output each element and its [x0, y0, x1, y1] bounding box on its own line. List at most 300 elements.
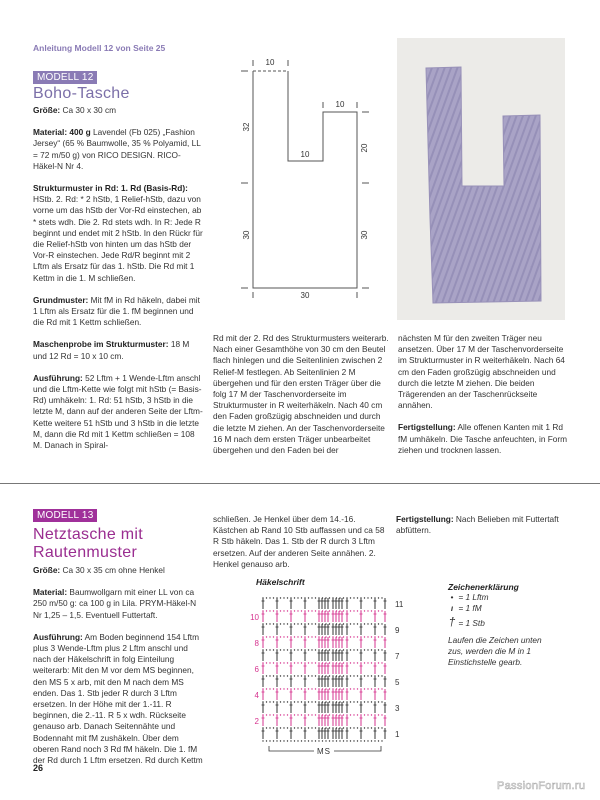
- chain-dot: [381, 662, 382, 663]
- chain-dot: [329, 675, 330, 676]
- model13-title-line2: Rautenmuster: [33, 544, 138, 561]
- chain-dot: [301, 675, 302, 676]
- chain-dot: [280, 597, 281, 598]
- chain-dot: [266, 714, 267, 715]
- chain-dot: [367, 636, 368, 637]
- chain-dot: [381, 649, 382, 650]
- chain-dot: [353, 662, 354, 663]
- chain-dot: [287, 727, 288, 728]
- chain-dot: [350, 623, 351, 624]
- foundation-dot: [322, 740, 323, 741]
- chain-dot: [378, 610, 379, 611]
- model12-col2-text: Rd mit der 2. Rd des Strukturmusters weiterarb. Nach einer Gesamthöhe von 30 cm den Beutel flach hinlegen und die Seitenlinien zwischen 2 Relief-M festlegen. Ab Seitenlinien 2 M übergehen und für den ersten Träger über die folg 17 M der Taschenvorderseite im Strukturmuster in R weiterhäkeln. Nach 40 cm den Faden großzügig abschneiden und durch die letzte M ziehen. An der Taschenvorderseite 16 M nach dem ersten Träger unbearbeitet übergehen und den Faden bei der: [213, 333, 389, 456]
- row-label-right: 1: [395, 730, 400, 739]
- chain-dot: [339, 649, 340, 650]
- chain-dot: [381, 675, 382, 676]
- chain-dot: [343, 636, 344, 637]
- chain-dot: [343, 597, 344, 598]
- chain-dot: [343, 714, 344, 715]
- chain-dot: [308, 727, 309, 728]
- chain-dot: [294, 714, 295, 715]
- foundation-dot: [269, 740, 270, 741]
- chain-dot: [357, 714, 358, 715]
- bag-schematic: [205, 50, 395, 300]
- chain-dot: [301, 597, 302, 598]
- chain-dot: [287, 610, 288, 611]
- chain-dot: [301, 662, 302, 663]
- foundation-dot: [318, 740, 319, 741]
- chain-dot: [378, 701, 379, 702]
- chain-dot: [381, 623, 382, 624]
- foundation-dot: [315, 740, 316, 741]
- row-label-left: 6: [254, 665, 259, 674]
- chain-dot: [329, 649, 330, 650]
- chain-dot: [350, 662, 351, 663]
- chain-dot: [339, 727, 340, 728]
- chain-dot: [308, 610, 309, 611]
- chain-dot: [311, 636, 312, 637]
- chain-dot: [329, 688, 330, 689]
- row-label-right: 5: [395, 678, 400, 687]
- model12-basic-pattern: Grundmuster: Mit fM in Rd häkeln, dabei mit 1 Lftm als Ersatz für die 1. fM beginnen und die Rd mit 1 Kettm schließen.: [33, 294, 200, 328]
- chain-dot: [266, 623, 267, 624]
- chain-dot: [308, 649, 309, 650]
- chain-dot: [297, 662, 298, 663]
- chain-dot: [350, 636, 351, 637]
- chain-dot: [329, 636, 330, 637]
- chain-dot: [308, 701, 309, 702]
- chain-dot: [287, 675, 288, 676]
- chain-dot: [353, 727, 354, 728]
- chain-dot: [343, 610, 344, 611]
- chain-dot: [350, 610, 351, 611]
- chain-dot: [371, 649, 372, 650]
- chain-dot: [315, 610, 316, 611]
- chain-dot: [280, 714, 281, 715]
- chain-dot: [378, 636, 379, 637]
- chain-dot: [343, 662, 344, 663]
- chain-dot: [364, 675, 365, 676]
- chain-dot: [367, 610, 368, 611]
- chain-dot: [367, 597, 368, 598]
- chain-dot: [287, 701, 288, 702]
- chain-dot: [266, 675, 267, 676]
- chain-dot: [294, 675, 295, 676]
- foundation-dot: [350, 740, 351, 741]
- model12-material: Material: 400 g Lavendel (Fb 025) „Fashion Jersey“ (65 % Baumwolle, 35 % Polyamid, LL = 72 m/50 g) von RICO DESIGN. RICO-Häkel-N Nr 4.: [33, 127, 201, 171]
- foundation-dot: [325, 740, 326, 741]
- chain-dot: [339, 610, 340, 611]
- chain-dot: [325, 727, 326, 728]
- chain-dot: [343, 701, 344, 702]
- chain-dot: [315, 714, 316, 715]
- legend-item-sc: ı = 1 fM: [448, 603, 598, 614]
- chain-dot: [280, 675, 281, 676]
- chain-dot: [301, 636, 302, 637]
- chain-dot: [297, 623, 298, 624]
- chain-dot: [353, 636, 354, 637]
- foundation-dot: [371, 740, 372, 741]
- chain-dot: [311, 701, 312, 702]
- chain-dot: [269, 610, 270, 611]
- chain-dot: [269, 597, 270, 598]
- chain-dot: [357, 701, 358, 702]
- chain-dot: [339, 623, 340, 624]
- legend-item-chain: • = 1 Lftm: [448, 592, 598, 603]
- chain-dot: [287, 714, 288, 715]
- chain-dot: [378, 662, 379, 663]
- row-label-right: 3: [395, 704, 400, 713]
- chain-dot: [266, 701, 267, 702]
- chain-dot: [367, 727, 368, 728]
- foundation-dot: [357, 740, 358, 741]
- chain-dot: [350, 688, 351, 689]
- chain-dot: [294, 688, 295, 689]
- chain-dot: [308, 623, 309, 624]
- row-label-right: 11: [395, 600, 404, 609]
- chain-dot: [283, 623, 284, 624]
- chain-dot: [266, 649, 267, 650]
- chain-dot: [269, 662, 270, 663]
- chain-dot: [280, 610, 281, 611]
- chain-dot: [350, 675, 351, 676]
- chain-dot: [364, 623, 365, 624]
- chain-dot: [325, 610, 326, 611]
- chain-dot: [273, 636, 274, 637]
- chain-dot: [311, 649, 312, 650]
- dim-left-upper: 32: [242, 122, 251, 132]
- foundation-dot: [262, 740, 263, 741]
- model12-heading: [33, 67, 130, 103]
- chain-dot: [325, 675, 326, 676]
- chain-dot: [311, 714, 312, 715]
- chain-dot: [364, 688, 365, 689]
- chain-dot: [273, 701, 274, 702]
- chain-dot: [381, 727, 382, 728]
- chain-dot: [315, 649, 316, 650]
- chain-dot: [273, 597, 274, 598]
- chain-dot: [315, 662, 316, 663]
- chain-dot: [367, 662, 368, 663]
- chain-dot: [329, 714, 330, 715]
- chain-dot: [287, 662, 288, 663]
- chain-dot: [357, 610, 358, 611]
- chain-dot: [364, 662, 365, 663]
- chain-dot: [280, 727, 281, 728]
- chain-dot: [329, 701, 330, 702]
- chain-dot: [378, 675, 379, 676]
- chain-dot: [311, 688, 312, 689]
- chain-dot: [357, 727, 358, 728]
- chain-dot: [353, 597, 354, 598]
- model12-title: Boho-Tasche: [33, 85, 130, 102]
- dim-top-left: 10: [265, 58, 275, 67]
- foundation-dot: [353, 740, 354, 741]
- model12-finish: Fertigstellung: Alle offenen Kanten mit 1 Rd fM umhäkeln. Die Tasche anfeuchten, in Form ziehen und trocknen lassen.: [398, 422, 568, 455]
- chain-dot: [283, 675, 284, 676]
- chain-dot: [364, 714, 365, 715]
- chain-dot: [283, 597, 284, 598]
- chart-legend: [448, 582, 598, 668]
- foundation-dot: [273, 740, 274, 741]
- chain-dot: [350, 597, 351, 598]
- chain-dot: [266, 662, 267, 663]
- model12-gauge: Maschenprobe im Strukturmuster: 18 M und 12 Rd = 10 x 10 cm.: [33, 339, 190, 361]
- chain-dot: [381, 597, 382, 598]
- chain-dot: [357, 688, 358, 689]
- row-label-left: 8: [254, 639, 259, 648]
- chain-dot: [325, 649, 326, 650]
- chain-dot: [301, 649, 302, 650]
- page-reference: Anleitung Modell 12 von Seite 25: [33, 43, 166, 53]
- dim-left-lower: 30: [242, 230, 251, 240]
- chain-dot: [301, 727, 302, 728]
- chain-dot: [301, 701, 302, 702]
- foundation-dot: [339, 740, 340, 741]
- chain-dot: [280, 636, 281, 637]
- chain-dot: [294, 727, 295, 728]
- chain-dot: [378, 727, 379, 728]
- chain-dot: [364, 701, 365, 702]
- model13-badge: MODELL 13: [33, 509, 97, 522]
- chain-dot: [353, 649, 354, 650]
- chain-dot: [329, 662, 330, 663]
- chain-dot: [353, 610, 354, 611]
- chain-dot: [357, 636, 358, 637]
- chain-dot: [294, 597, 295, 598]
- chain-dot: [311, 675, 312, 676]
- model13-material: Material: Baumwollgarn mit einer LL von ca 250 m/50 g: ca 100 g in Lila. PRYM-Häkel-N Nr 1,25 – 1,5. Eventuell Futtertaft.: [33, 587, 197, 620]
- double-crochet-icon: †: [448, 615, 456, 629]
- chain-dot: [269, 649, 270, 650]
- row-label-left: 10: [250, 613, 259, 622]
- foundation-dot: [304, 740, 305, 741]
- chain-dot: [294, 623, 295, 624]
- chain-dot: [371, 662, 372, 663]
- chain-dot: [273, 675, 274, 676]
- chain-dot: [311, 727, 312, 728]
- dim-right-lower: 30: [360, 230, 369, 240]
- chain-dot: [371, 675, 372, 676]
- row-label-left: 2: [254, 717, 259, 726]
- chain-dot: [287, 649, 288, 650]
- chain-dot: [367, 649, 368, 650]
- foundation-dot: [294, 740, 295, 741]
- model13-col1: [33, 565, 205, 766]
- chain-dot: [357, 597, 358, 598]
- chain-dot: [381, 610, 382, 611]
- chain-dot: [350, 727, 351, 728]
- chain-dot: [371, 623, 372, 624]
- chain-dot: [353, 623, 354, 624]
- row-label-left: 4: [254, 691, 259, 700]
- dim-top-right: 10: [335, 100, 345, 109]
- chain-dot: [287, 623, 288, 624]
- chain-dot: [371, 688, 372, 689]
- chain-dot: [294, 610, 295, 611]
- chain-dot: [269, 688, 270, 689]
- chain-dot: [339, 675, 340, 676]
- chain-dot: [325, 636, 326, 637]
- chain-dot: [325, 623, 326, 624]
- chain-dot: [364, 610, 365, 611]
- chain-dot: [315, 623, 316, 624]
- chain-dot: [294, 662, 295, 663]
- chain-dot: [273, 662, 274, 663]
- foundation-dot: [301, 740, 302, 741]
- chain-dot: [301, 688, 302, 689]
- dim-bottom: 30: [300, 291, 310, 300]
- bag-photo-illustration: [397, 38, 565, 320]
- chain-dot: [350, 714, 351, 715]
- chain-dot: [287, 688, 288, 689]
- foundation-dot: [332, 740, 333, 741]
- chain-dot: [297, 636, 298, 637]
- chain-dot: [339, 636, 340, 637]
- chain-dot: [343, 727, 344, 728]
- chain-dot: [378, 688, 379, 689]
- chain-dot: [266, 636, 267, 637]
- foundation-dot: [329, 740, 330, 741]
- foundation-dot: [374, 740, 375, 741]
- chain-dot: [308, 675, 309, 676]
- chain-dot: [353, 701, 354, 702]
- chain-dot: [315, 688, 316, 689]
- foundation-dot: [297, 740, 298, 741]
- foundation-dot: [280, 740, 281, 741]
- model13-instructions: Ausführung: Am Boden beginnend 154 Lftm plus 3 Wende-Lftm plus 2 Lftm anschl und nach der Häkelschrift in folg Einteilung weiterarb: Mit den M vor dem MS beginnen, den MS 5 x arb, mit den M nach dem MS enden. Das 1. Stb jeder R durch 3 Lftm ersetzen. In der Höhe mit der 1.-11. R beginnen, die 2.-11. R 5 x wdh. Rückseite genauso arb. Danach Seitennähte und Bodennaht mit fM zushäkeln. Über dem oberen Rand noch 3 Rd fM häkeln. Die 1. fM der Rd durch 1 Lftm ersetzen. Rd durch Kettm: [33, 631, 203, 766]
- legend-note: Laufen die Zeichen unten zus, werden die M in 1 Einstichstelle gearb.: [448, 635, 542, 667]
- chain-dot: [297, 727, 298, 728]
- foundation-dot: [287, 740, 288, 741]
- chain-dot: [350, 649, 351, 650]
- chain-dot: [269, 623, 270, 624]
- chain-dot: [343, 623, 344, 624]
- chain-dot: [294, 636, 295, 637]
- chain-dot: [315, 727, 316, 728]
- chain-dot: [353, 688, 354, 689]
- chain-dot: [364, 649, 365, 650]
- chain-dot: [325, 714, 326, 715]
- chain-dot: [266, 610, 267, 611]
- foundation-dot: [381, 740, 382, 741]
- chain-dot: [269, 727, 270, 728]
- chain-dot: [297, 675, 298, 676]
- chain-dot: [283, 662, 284, 663]
- foundation-dot: [343, 740, 344, 741]
- model12-col1: [33, 105, 203, 451]
- chain-dot: [367, 688, 368, 689]
- chain-dot: [353, 714, 354, 715]
- chain-dot: [364, 727, 365, 728]
- chain-dot: [280, 701, 281, 702]
- chain-dot: [287, 597, 288, 598]
- chain-dot: [371, 636, 372, 637]
- section-divider: [0, 483, 600, 484]
- chain-dot: [367, 675, 368, 676]
- chain-dot: [308, 714, 309, 715]
- chain-dot: [371, 727, 372, 728]
- page-number: 26: [33, 763, 44, 773]
- chain-dot: [297, 688, 298, 689]
- chain-dot: [325, 701, 326, 702]
- foundation-dot: [336, 740, 337, 741]
- chain-dot: [353, 675, 354, 676]
- chain-dot: [283, 688, 284, 689]
- chain-dot: [329, 727, 330, 728]
- chain-dot: [339, 662, 340, 663]
- chain-dot: [378, 649, 379, 650]
- chain-dot: [269, 675, 270, 676]
- foundation-dot: [346, 740, 347, 741]
- foundation-dot: [266, 740, 267, 741]
- legend-item-dc: † = 1 Stb: [448, 615, 485, 629]
- model12-size: Größe: Ca 30 x 30 cm: [33, 105, 117, 115]
- chain-dot: [315, 701, 316, 702]
- chain-dot: [371, 610, 372, 611]
- model13-heading: [33, 505, 143, 562]
- chain-dot: [364, 636, 365, 637]
- chain-dot: [378, 714, 379, 715]
- bag-shape: [426, 67, 541, 303]
- legend-title: Zeichenerklärung: [448, 582, 519, 592]
- chain-dot: [308, 636, 309, 637]
- chain-dot: [378, 623, 379, 624]
- chain-dot: [269, 714, 270, 715]
- foundation-dot: [360, 740, 361, 741]
- chain-dot: [311, 610, 312, 611]
- chain-dot: [311, 623, 312, 624]
- chain-dot: [294, 649, 295, 650]
- watermark: PassionForum.ru: [497, 780, 586, 792]
- chain-dot: [339, 688, 340, 689]
- chain-dot: [283, 714, 284, 715]
- chain-dot: [273, 727, 274, 728]
- foundation-dot: [311, 740, 312, 741]
- foundation-dot: [308, 740, 309, 741]
- foundation-dot: [364, 740, 365, 741]
- chain-dot: [301, 623, 302, 624]
- chain-dot: [339, 714, 340, 715]
- chain-dot: [297, 597, 298, 598]
- model12-pattern: Strukturmuster in Rd: 1. Rd (Basis-Rd): HStb. 2. Rd: * 2 hStb, 1 Relief-hStb, dazu von vorne um das hStb der Vor-Rd einstechen, ab * stets wdh. Die 2. Rd stets wdh. In R: Jede R beginnt und endet mit 2 hStb. In den Rückr für die Relief-hStb von hinten um das hStb der Vor-R einstechen. Jede Rd/R beginnt mit 2 Lftm als Ersatz für das 1. hStb. Die Rd mit 1 Kettm in die 1. M schließen.: [33, 183, 203, 283]
- chain-dot: [339, 701, 340, 702]
- foundation-dot: [290, 740, 291, 741]
- chain-dot: [280, 662, 281, 663]
- chain-dot: [329, 623, 330, 624]
- chain-dot: [287, 636, 288, 637]
- foundation-dot: [367, 740, 368, 741]
- chain-dot: [315, 636, 316, 637]
- chain-dot: [280, 688, 281, 689]
- model12-instructions: Ausführung: 52 Lftm + 1 Wende-Lftm anschl und die Lftm-Kette wie folgt mit hStb (= Basis-Rd) umhäkeln: 1. Rd: 51 hStb, 3 hStb in die letzte M, dann auf der anderen Seite der Lftm-Kette weitere 51 hStb und 3 hStb in die letzte M, dann die Rd mit 1 Kettm schließen = 108 M. Danach in Spiral-: [33, 372, 203, 451]
- chain-dot: [357, 675, 358, 676]
- chain-dot: [343, 675, 344, 676]
- chain-dot: [297, 649, 298, 650]
- chain-dot: [378, 597, 379, 598]
- crochet-chart: [245, 590, 420, 760]
- chain-stitch-icon: •: [450, 592, 454, 602]
- model13-finish: Fertigstellung: Nach Belieben mit Futtertaft abfüttern.: [396, 514, 559, 536]
- chain-dot: [273, 714, 274, 715]
- chain-dot: [350, 701, 351, 702]
- chain-dot: [325, 662, 326, 663]
- chain-dot: [315, 675, 316, 676]
- chain-dot: [280, 649, 281, 650]
- chain-dot: [381, 701, 382, 702]
- model12-col3-text: nächsten M für den zweiten Träger neu ansetzen. Über 17 M der Taschenvorderseite im Strukturmuster in R weiterhäkeln. Nach 64 cm den Faden großzügig abschneiden und durch die letzte M ziehen. Die beiden Trägerenden an der Taschenrückseite annähen.: [398, 333, 565, 411]
- model13-title-line1: Netztasche mit: [33, 526, 144, 543]
